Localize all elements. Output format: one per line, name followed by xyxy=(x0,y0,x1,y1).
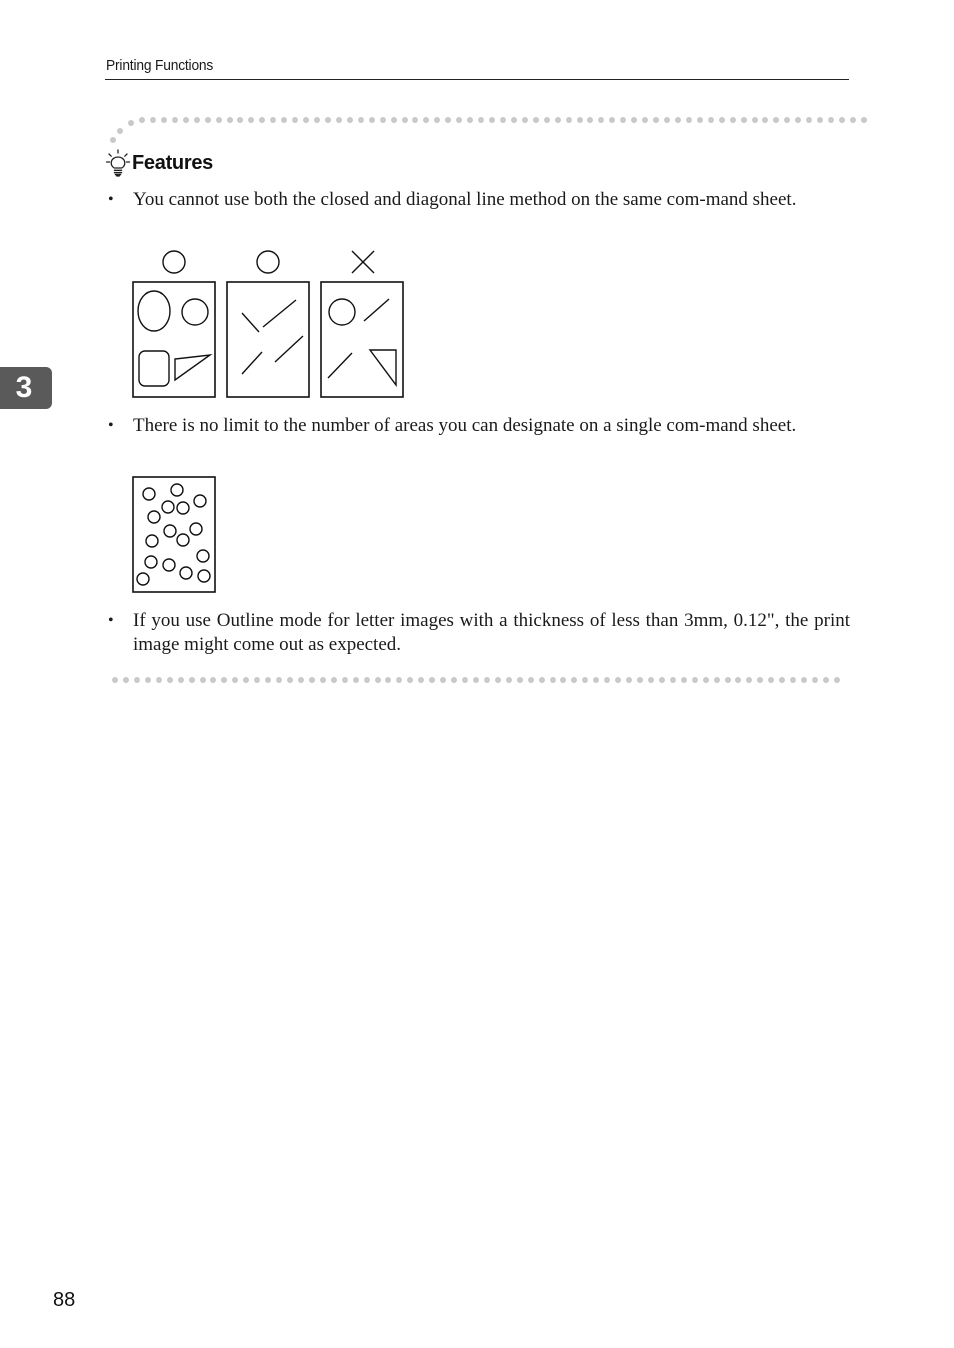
divider-dot xyxy=(714,677,720,683)
divider-dot xyxy=(391,117,397,123)
divider-dot xyxy=(725,677,731,683)
divider-dot xyxy=(369,117,375,123)
divider-dot xyxy=(500,117,506,123)
divider-dot xyxy=(167,677,173,683)
divider-dot xyxy=(139,117,145,123)
running-header: Printing Functions xyxy=(106,57,214,74)
divider-dot xyxy=(522,117,528,123)
allowed-circle-mark xyxy=(257,251,279,273)
divider-dot xyxy=(445,117,451,123)
divider-dot xyxy=(784,117,790,123)
divider-dot xyxy=(587,117,593,123)
divider-dot xyxy=(817,117,823,123)
divider-dot xyxy=(205,117,211,123)
divider-dot xyxy=(708,117,714,123)
divider-dot xyxy=(434,117,440,123)
divider-dot xyxy=(456,117,462,123)
divider-dot xyxy=(440,677,446,683)
divider-dot xyxy=(730,117,736,123)
divider-dot xyxy=(161,117,167,123)
divider-dot xyxy=(418,677,424,683)
chapter-number: 3 xyxy=(15,371,33,404)
top-dotted-divider xyxy=(139,117,872,123)
divider-dot xyxy=(358,117,364,123)
divider-curl-dot xyxy=(117,128,123,134)
divider-dot xyxy=(353,677,359,683)
divider-dot xyxy=(598,117,604,123)
divider-dot xyxy=(517,677,523,683)
divider-dot xyxy=(670,677,676,683)
not-allowed-cross-mark xyxy=(352,251,374,273)
list-item-text: There is no limit to the number of areas you can designate on a single com-mand sheet. xyxy=(133,415,797,436)
divider-curl-dot xyxy=(110,137,116,143)
divider-dot xyxy=(659,677,665,683)
section-title: Features xyxy=(132,151,213,174)
divider-dot xyxy=(757,677,763,683)
bottom-dotted-divider xyxy=(112,677,845,683)
sheet-mixed-methods xyxy=(321,282,403,397)
divider-dot xyxy=(828,117,834,123)
divider-dot xyxy=(626,677,632,683)
divider-dot xyxy=(375,677,381,683)
divider-dot xyxy=(746,677,752,683)
divider-dot xyxy=(801,677,807,683)
list-item xyxy=(106,188,850,212)
divider-dot xyxy=(254,677,260,683)
divider-dot xyxy=(342,677,348,683)
divider-dot xyxy=(429,677,435,683)
divider-dot xyxy=(495,677,501,683)
divider-dot xyxy=(320,677,326,683)
divider-dot xyxy=(735,677,741,683)
divider-dot xyxy=(221,677,227,683)
divider-dot xyxy=(309,677,315,683)
divider-dot xyxy=(134,677,140,683)
divider-dot xyxy=(123,677,129,683)
divider-dot xyxy=(653,117,659,123)
divider-dot xyxy=(741,117,747,123)
divider-dot xyxy=(243,677,249,683)
divider-dot xyxy=(834,677,840,683)
divider-dot xyxy=(779,677,785,683)
divider-dot xyxy=(210,677,216,683)
divider-dot xyxy=(631,117,637,123)
divider-dot xyxy=(609,117,615,123)
divider-dot xyxy=(156,677,162,683)
divider-dot xyxy=(412,117,418,123)
divider-dot xyxy=(336,117,342,123)
divider-dot xyxy=(467,117,473,123)
list-item-text: If you use Outline mode for letter images with a thickness of less than 3mm, 0.12", the print image might come out as expected. xyxy=(133,610,850,655)
command-sheet-figure-2 xyxy=(130,474,220,596)
divider-dot xyxy=(839,117,845,123)
divider-dot xyxy=(402,117,408,123)
bullet-mark: • xyxy=(108,612,114,629)
list-item xyxy=(106,414,850,438)
divider-dot xyxy=(664,117,670,123)
divider-dot xyxy=(806,117,812,123)
divider-dot xyxy=(582,677,588,683)
divider-dot xyxy=(150,117,156,123)
divider-dot xyxy=(571,677,577,683)
divider-dot xyxy=(232,677,238,683)
divider-dot xyxy=(566,117,572,123)
chapter-tab xyxy=(0,367,52,409)
divider-dot xyxy=(298,677,304,683)
page-number: 88 xyxy=(53,1289,76,1311)
divider-curl-dot xyxy=(128,120,134,126)
divider-dot xyxy=(216,117,222,123)
divider-dot xyxy=(528,677,534,683)
divider-dot xyxy=(276,677,282,683)
divider-dot xyxy=(752,117,758,123)
divider-dot xyxy=(331,677,337,683)
divider-dot xyxy=(194,117,200,123)
divider-dot xyxy=(478,117,484,123)
divider-dot xyxy=(539,677,545,683)
divider-dot xyxy=(637,677,643,683)
divider-dot xyxy=(259,117,265,123)
header-rule xyxy=(105,79,849,80)
divider-dot xyxy=(145,677,151,683)
divider-dot xyxy=(773,117,779,123)
divider-dot xyxy=(473,677,479,683)
divider-dot xyxy=(506,677,512,683)
divider-dot xyxy=(380,117,386,123)
command-sheet-figure-1 xyxy=(130,247,408,401)
sheet-closed-method xyxy=(133,282,215,397)
divider-dot xyxy=(396,677,402,683)
divider-dot xyxy=(675,117,681,123)
divider-dot xyxy=(861,117,867,123)
divider-dot xyxy=(270,117,276,123)
divider-dot xyxy=(762,117,768,123)
divider-dot xyxy=(281,117,287,123)
bullet-mark: • xyxy=(108,417,114,434)
divider-dot xyxy=(697,117,703,123)
divider-dot xyxy=(703,677,709,683)
divider-dot xyxy=(768,677,774,683)
divider-dot xyxy=(227,117,233,123)
sheet-diagonal-method xyxy=(227,282,309,397)
divider-dot xyxy=(303,117,309,123)
section-heading xyxy=(106,149,213,177)
list-item-text: You cannot use both the closed and diagonal line method on the same com-mand sheet. xyxy=(133,189,797,210)
divider-dot xyxy=(560,677,566,683)
divider-dot xyxy=(850,117,856,123)
divider-dot xyxy=(823,677,829,683)
divider-dot xyxy=(265,677,271,683)
divider-dot xyxy=(451,677,457,683)
divider-dot xyxy=(795,117,801,123)
divider-dot xyxy=(648,677,654,683)
divider-dot xyxy=(577,117,583,123)
divider-dot xyxy=(484,677,490,683)
bullet-mark: • xyxy=(108,191,114,208)
allowed-circle-mark xyxy=(163,251,185,273)
divider-dot xyxy=(511,117,517,123)
divider-dot xyxy=(407,677,413,683)
divider-dot xyxy=(178,677,184,683)
divider-dot xyxy=(533,117,539,123)
divider-dot xyxy=(642,117,648,123)
divider-dot xyxy=(462,677,468,683)
divider-dot xyxy=(112,677,118,683)
divider-dot xyxy=(200,677,206,683)
divider-dot xyxy=(237,117,243,123)
divider-dot xyxy=(183,117,189,123)
divider-dot xyxy=(287,677,293,683)
divider-dot xyxy=(314,117,320,123)
divider-dot xyxy=(325,117,331,123)
divider-dot xyxy=(385,677,391,683)
divider-dot xyxy=(719,117,725,123)
divider-dot xyxy=(347,117,353,123)
divider-dot xyxy=(593,677,599,683)
divider-dot xyxy=(615,677,621,683)
divider-dot xyxy=(292,117,298,123)
divider-dot xyxy=(489,117,495,123)
divider-dot xyxy=(686,117,692,123)
divider-dot xyxy=(423,117,429,123)
divider-dot xyxy=(172,117,178,123)
list-item xyxy=(106,609,850,657)
divider-dot xyxy=(248,117,254,123)
divider-dot xyxy=(692,677,698,683)
divider-dot xyxy=(544,117,550,123)
lightbulb-icon xyxy=(106,149,132,177)
divider-dot xyxy=(189,677,195,683)
divider-dot xyxy=(555,117,561,123)
divider-dot xyxy=(681,677,687,683)
divider-dot xyxy=(790,677,796,683)
divider-dot xyxy=(812,677,818,683)
divider-dot xyxy=(604,677,610,683)
divider-dot xyxy=(620,117,626,123)
divider-dot xyxy=(364,677,370,683)
designated-areas xyxy=(137,484,210,585)
divider-dot xyxy=(550,677,556,683)
